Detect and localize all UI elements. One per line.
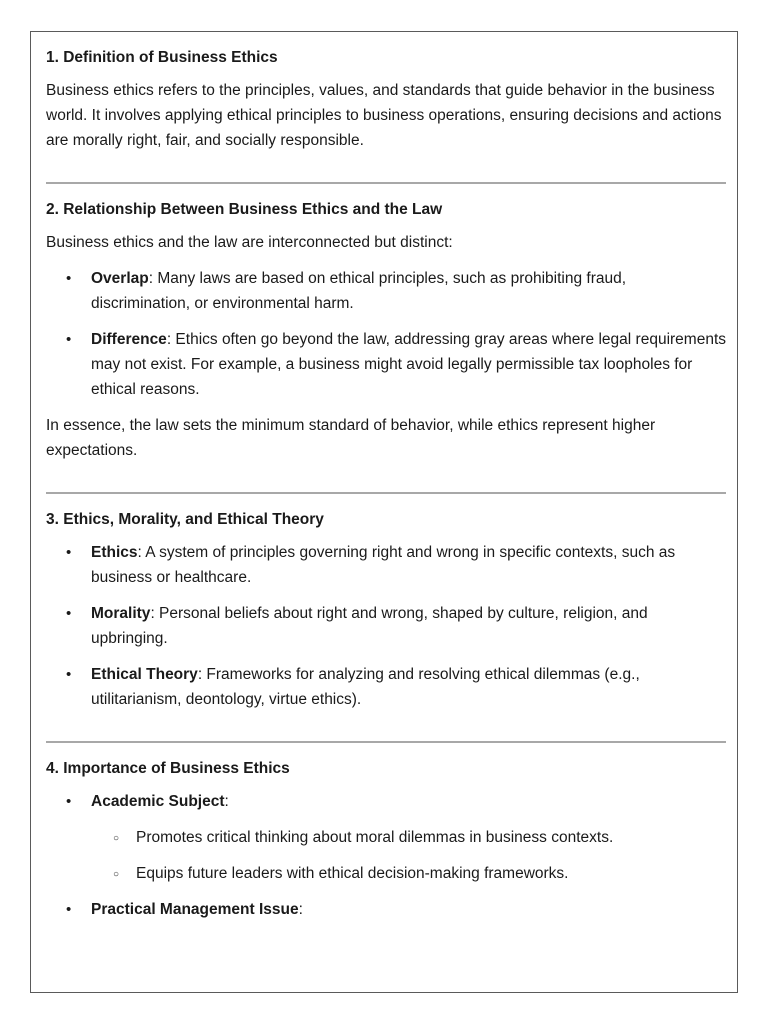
term-practical-management: Practical Management Issue [91, 901, 299, 918]
list-item-practical-management [46, 897, 726, 922]
section-divider [46, 492, 726, 494]
term-ethical-theory: Ethical Theory [91, 666, 198, 683]
sublist-item: ○ Equips future leaders with ethical decision-making frameworks. [46, 861, 726, 886]
section-2-intro: Business ethics and the law are interconnected but distinct: [46, 234, 453, 251]
section-1-paragraph: Business ethics refers to the principles, values, and standards that guide behavior in the business world. It involves applying ethical principles to business operations, ensuring decisions and actions are morally right, fair, and socially responsible. [46, 82, 722, 149]
section-divider [46, 741, 726, 743]
section-4-title: 4. Importance of Business Ethics [46, 760, 290, 777]
list-item-ethical-theory [46, 662, 726, 712]
definition-ethics: : A system of principles governing right and wrong in specific contexts, such as business or healthcare. [91, 544, 676, 586]
term-ethics: Ethics [91, 544, 138, 561]
list-item-academic-subject [46, 789, 726, 814]
section-4-list-continued [46, 897, 726, 922]
section-3-list [46, 540, 726, 712]
list-item-morality [46, 601, 726, 651]
definition-morality: : Personal beliefs about right and wrong, shaped by culture, religion, and upbringing. [91, 605, 648, 647]
section-4-list [46, 789, 726, 814]
definition-ethical-theory: : Frameworks for analyzing and resolving ethical dilemmas (e.g., utilitarianism, deontology, virtue ethics). [91, 666, 640, 708]
section-2-list [46, 266, 726, 402]
sublist-item: ○ Promotes critical thinking about moral dilemmas in business contexts. [46, 825, 726, 850]
list-item-overlap [46, 266, 726, 316]
section-2-outro: In essence, the law sets the minimum standard of behavior, while ethics represent higher expectations. [46, 417, 656, 459]
section-1-title: 1. Definition of Business Ethics [46, 49, 278, 66]
term-morality: Morality [91, 605, 151, 622]
definition-difference: : Ethics often go beyond the law, addressing gray areas where legal requirements may not exist. For example, a business might avoid legally permissible tax loopholes for ethical reasons. [91, 331, 727, 398]
definition-overlap: : Many laws are based on ethical principles, such as prohibiting fraud, discrimination, or environmental harm. [91, 270, 627, 312]
section-3-title: 3. Ethics, Morality, and Ethical Theory [46, 511, 324, 528]
academic-subject-sublist [46, 825, 726, 886]
definition-practical-management: : [298, 901, 303, 918]
section-divider [46, 182, 726, 184]
list-item-ethics [46, 540, 726, 590]
section-2-title: 2. Relationship Between Business Ethics and the Law [46, 201, 443, 218]
term-overlap: Overlap [91, 270, 149, 287]
term-academic-subject: Academic Subject [91, 793, 225, 810]
document-content [46, 44, 726, 922]
definition-academic-subject: : [224, 793, 229, 810]
term-difference: Difference [91, 331, 167, 348]
document-frame [30, 31, 738, 993]
list-item-difference [46, 327, 726, 402]
